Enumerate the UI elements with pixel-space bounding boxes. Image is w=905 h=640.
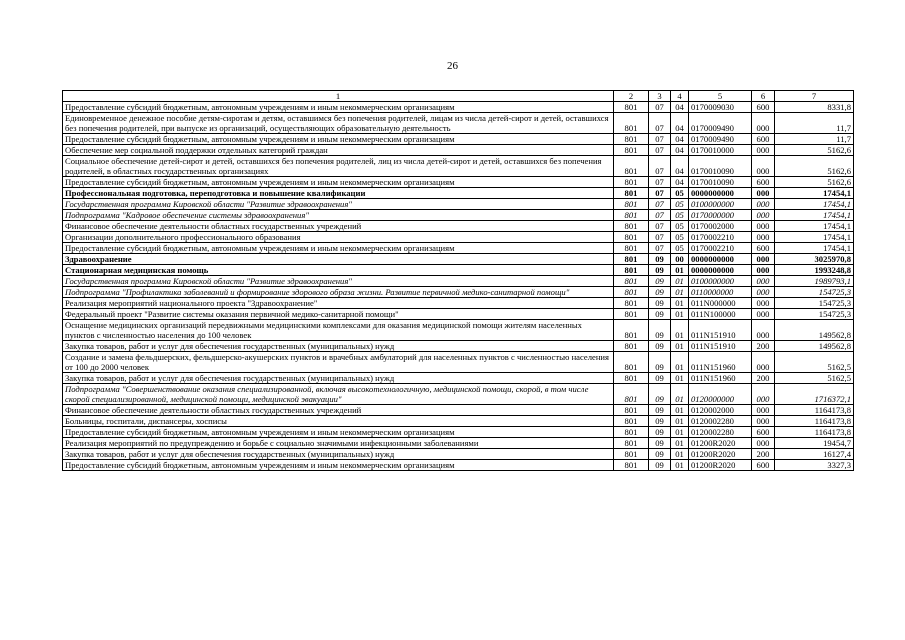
row-name-cell: Больницы, госпитали, диспансеры, хосписы — [63, 416, 614, 427]
row-expense-type-cell: 600 — [752, 460, 775, 471]
row-expense-type-cell: 600 — [752, 427, 775, 438]
row-expense-type-cell: 600 — [752, 102, 775, 113]
row-ministry-cell: 801 — [614, 276, 649, 287]
row-target-article-cell: 011N151960 — [689, 373, 752, 384]
row-section-cell: 07 — [649, 221, 671, 232]
row-section-cell: 07 — [649, 134, 671, 145]
row-target-article-cell: 011N151910 — [689, 341, 752, 352]
row-subsection-cell: 05 — [671, 232, 689, 243]
row-ministry-cell: 801 — [614, 210, 649, 221]
row-ministry-cell: 801 — [614, 177, 649, 188]
row-ministry-cell: 801 — [614, 352, 649, 373]
row-name-cell: Стационарная медицинская помощь — [63, 265, 614, 276]
row-amount-cell: 1164173,8 — [775, 405, 854, 416]
row-amount-cell: 17454,1 — [775, 199, 854, 210]
table-row — [63, 276, 854, 287]
table-row — [63, 102, 854, 113]
row-amount-cell: 1164173,8 — [775, 427, 854, 438]
table-row — [63, 265, 854, 276]
table-row — [63, 134, 854, 145]
row-amount-cell: 154725,3 — [775, 298, 854, 309]
row-target-article-cell: 01200R2020 — [689, 460, 752, 471]
row-ministry-cell: 801 — [614, 243, 649, 254]
row-expense-type-cell: 600 — [752, 243, 775, 254]
row-name-cell: Финансовое обеспечение деятельности областных государственных учреждений — [63, 405, 614, 416]
row-section-cell: 07 — [649, 243, 671, 254]
header-cell: 6 — [752, 91, 775, 102]
row-name-cell: Подпрограмма "Совершенствование оказания специализированной, включая высокотехнологичную, медицинской помощи, скорой, в том числе скорой специализированной, медицинской помощи, медицинской эвакуации" — [63, 384, 614, 405]
header-cell: 4 — [671, 91, 689, 102]
row-amount-cell: 154725,3 — [775, 287, 854, 298]
row-ministry-cell: 801 — [614, 221, 649, 232]
row-section-cell: 09 — [649, 352, 671, 373]
table-row — [63, 373, 854, 384]
row-name-cell: Предоставление субсидий бюджетным, автономным учреждениям и иным некоммерческим организациям — [63, 177, 614, 188]
table-row — [63, 320, 854, 341]
row-expense-type-cell: 000 — [752, 113, 775, 134]
row-ministry-cell: 801 — [614, 145, 649, 156]
row-amount-cell: 17454,1 — [775, 221, 854, 232]
row-name-cell: Реализация мероприятий национального проекта "Здравоохранение" — [63, 298, 614, 309]
row-subsection-cell: 04 — [671, 156, 689, 177]
row-expense-type-cell: 000 — [752, 188, 775, 199]
row-amount-cell: 19454,7 — [775, 438, 854, 449]
row-amount-cell: 5162,6 — [775, 177, 854, 188]
row-subsection-cell: 04 — [671, 145, 689, 156]
row-target-article-cell: 01200R2020 — [689, 438, 752, 449]
row-target-article-cell: 0000000000 — [689, 254, 752, 265]
row-ministry-cell: 801 — [614, 232, 649, 243]
row-section-cell: 07 — [649, 177, 671, 188]
row-section-cell: 09 — [649, 384, 671, 405]
table-row — [63, 309, 854, 320]
row-expense-type-cell: 000 — [752, 298, 775, 309]
row-ministry-cell: 801 — [614, 134, 649, 145]
table-row — [63, 298, 854, 309]
row-name-cell: Закупка товаров, работ и услуг для обеспечения государственных (муниципальных) нужд — [63, 373, 614, 384]
row-name-cell: Профессиональная подготовка, переподготовка и повышение квалификации — [63, 188, 614, 199]
row-section-cell: 09 — [649, 265, 671, 276]
row-expense-type-cell: 200 — [752, 449, 775, 460]
row-target-article-cell: 0170009490 — [689, 134, 752, 145]
row-target-article-cell: 011N151960 — [689, 352, 752, 373]
header-cell: 2 — [614, 91, 649, 102]
row-name-cell: Социальное обеспечение детей-сирот и детей, оставшихся без попечения родителей, лиц из числа детей-сирот и детей, оставшихся без попечения родителей, в областных государственных организациях — [63, 156, 614, 177]
row-name-cell: Предоставление субсидий бюджетным, автономным учреждениям и иным некоммерческим организациям — [63, 243, 614, 254]
table-row — [63, 254, 854, 265]
row-target-article-cell: 011N000000 — [689, 298, 752, 309]
row-expense-type-cell: 000 — [752, 352, 775, 373]
row-expense-type-cell: 000 — [752, 254, 775, 265]
row-expense-type-cell: 000 — [752, 438, 775, 449]
row-expense-type-cell: 000 — [752, 287, 775, 298]
row-amount-cell: 149562,8 — [775, 341, 854, 352]
row-ministry-cell: 801 — [614, 373, 649, 384]
row-expense-type-cell: 000 — [752, 210, 775, 221]
row-subsection-cell: 05 — [671, 243, 689, 254]
row-expense-type-cell: 200 — [752, 341, 775, 352]
row-subsection-cell: 05 — [671, 199, 689, 210]
row-name-cell: Организации дополнительного профессионального образования — [63, 232, 614, 243]
header-cell: 3 — [649, 91, 671, 102]
row-ministry-cell: 801 — [614, 309, 649, 320]
row-ministry-cell: 801 — [614, 405, 649, 416]
row-expense-type-cell: 000 — [752, 276, 775, 287]
row-subsection-cell: 00 — [671, 254, 689, 265]
row-amount-cell: 5162,6 — [775, 145, 854, 156]
row-section-cell: 09 — [649, 373, 671, 384]
row-ministry-cell: 801 — [614, 449, 649, 460]
table-row — [63, 232, 854, 243]
row-subsection-cell: 01 — [671, 352, 689, 373]
row-subsection-cell: 05 — [671, 221, 689, 232]
row-name-cell: Предоставление субсидий бюджетным, автономным учреждениям и иным некоммерческим организациям — [63, 460, 614, 471]
row-target-article-cell: 0170000000 — [689, 210, 752, 221]
table-row — [63, 460, 854, 471]
row-name-cell: Государственная программа Кировской области "Развитие здравоохранения" — [63, 199, 614, 210]
table-row — [63, 243, 854, 254]
row-section-cell: 07 — [649, 210, 671, 221]
row-subsection-cell: 04 — [671, 177, 689, 188]
row-section-cell: 07 — [649, 232, 671, 243]
row-subsection-cell: 05 — [671, 188, 689, 199]
row-expense-type-cell: 000 — [752, 405, 775, 416]
row-target-article-cell: 011N100000 — [689, 309, 752, 320]
budget-table — [62, 90, 854, 471]
row-ministry-cell: 801 — [614, 265, 649, 276]
row-target-article-cell: 0170010090 — [689, 156, 752, 177]
table-row — [63, 341, 854, 352]
table-row — [63, 221, 854, 232]
row-name-cell: Закупка товаров, работ и услуг для обеспечения государственных (муниципальных) нужд — [63, 449, 614, 460]
row-ministry-cell: 801 — [614, 298, 649, 309]
row-target-article-cell: 0170002000 — [689, 221, 752, 232]
row-expense-type-cell: 000 — [752, 265, 775, 276]
table-row — [63, 287, 854, 298]
table-row — [63, 156, 854, 177]
row-target-article-cell: 0170010000 — [689, 145, 752, 156]
row-target-article-cell: 011N151910 — [689, 320, 752, 341]
row-amount-cell: 8331,8 — [775, 102, 854, 113]
row-expense-type-cell: 200 — [752, 373, 775, 384]
row-section-cell: 09 — [649, 309, 671, 320]
row-target-article-cell: 0100000000 — [689, 199, 752, 210]
row-subsection-cell: 01 — [671, 320, 689, 341]
row-subsection-cell: 01 — [671, 341, 689, 352]
row-target-article-cell: 0170010090 — [689, 177, 752, 188]
row-expense-type-cell: 600 — [752, 177, 775, 188]
row-amount-cell: 1993248,8 — [775, 265, 854, 276]
row-target-article-cell: 0170002210 — [689, 243, 752, 254]
row-expense-type-cell: 600 — [752, 134, 775, 145]
row-name-cell: Здравоохранение — [63, 254, 614, 265]
header-cell: 1 — [63, 91, 614, 102]
row-section-cell: 07 — [649, 145, 671, 156]
row-name-cell: Финансовое обеспечение деятельности областных государственных учреждений — [63, 221, 614, 232]
row-expense-type-cell: 000 — [752, 309, 775, 320]
table-header-row — [63, 91, 854, 102]
row-subsection-cell: 01 — [671, 373, 689, 384]
table-row — [63, 188, 854, 199]
row-ministry-cell: 801 — [614, 188, 649, 199]
row-name-cell: Подпрограмма "Кадровое обеспечение системы здравоохранения" — [63, 210, 614, 221]
row-name-cell: Федеральный проект "Развитие системы оказания первичной медико-санитарной помощи" — [63, 309, 614, 320]
row-section-cell: 09 — [649, 341, 671, 352]
row-expense-type-cell: 000 — [752, 221, 775, 232]
row-amount-cell: 17454,1 — [775, 232, 854, 243]
row-amount-cell: 1989793,1 — [775, 276, 854, 287]
table-row — [63, 177, 854, 188]
row-subsection-cell: 01 — [671, 276, 689, 287]
row-name-cell: Предоставление субсидий бюджетным, автономным учреждениям и иным некоммерческим организациям — [63, 102, 614, 113]
row-ministry-cell: 801 — [614, 341, 649, 352]
row-amount-cell: 5162,5 — [775, 373, 854, 384]
row-subsection-cell: 01 — [671, 416, 689, 427]
row-name-cell: Оснащение медицинских организаций передвижными медицинскими комплексами для оказания медицинской помощи жителям населенных пунктов с численностью населения до 100 человек — [63, 320, 614, 341]
row-name-cell: Создание и замена фельдшерских, фельдшерско-акушерских пунктов и врачебных амбулаторий для населенных пунктов с численностью населения от 100 до 2000 человек — [63, 352, 614, 373]
row-target-article-cell: 0120002280 — [689, 416, 752, 427]
row-subsection-cell: 05 — [671, 210, 689, 221]
row-name-cell: Предоставление субсидий бюджетным, автономным учреждениям и иным некоммерческим организациям — [63, 427, 614, 438]
row-section-cell: 07 — [649, 199, 671, 210]
row-section-cell: 09 — [649, 298, 671, 309]
row-section-cell: 09 — [649, 427, 671, 438]
row-target-article-cell: 0120002000 — [689, 405, 752, 416]
row-ministry-cell: 801 — [614, 156, 649, 177]
row-target-article-cell: 0170009490 — [689, 113, 752, 134]
table-row — [63, 384, 854, 405]
row-name-cell: Обеспечение мер социальной поддержки отдельных категорий граждан — [63, 145, 614, 156]
row-section-cell: 09 — [649, 405, 671, 416]
row-subsection-cell: 01 — [671, 449, 689, 460]
row-section-cell: 07 — [649, 113, 671, 134]
row-amount-cell: 149562,8 — [775, 320, 854, 341]
row-name-cell: Реализация мероприятий по предупреждению и борьбе с социально значимыми инфекционными заболеваниями — [63, 438, 614, 449]
row-ministry-cell: 801 — [614, 102, 649, 113]
row-ministry-cell: 801 — [614, 254, 649, 265]
table-row — [63, 210, 854, 221]
row-expense-type-cell: 000 — [752, 232, 775, 243]
row-target-article-cell: 0000000000 — [689, 265, 752, 276]
page-number: 26 — [447, 60, 458, 72]
row-subsection-cell: 01 — [671, 427, 689, 438]
row-subsection-cell: 01 — [671, 460, 689, 471]
table-row — [63, 438, 854, 449]
row-subsection-cell: 01 — [671, 438, 689, 449]
row-target-article-cell: 0170009030 — [689, 102, 752, 113]
table-row — [63, 145, 854, 156]
row-ministry-cell: 801 — [614, 438, 649, 449]
row-expense-type-cell: 000 — [752, 156, 775, 177]
header-cell: 7 — [775, 91, 854, 102]
row-section-cell: 09 — [649, 254, 671, 265]
row-subsection-cell: 04 — [671, 134, 689, 145]
row-section-cell: 07 — [649, 188, 671, 199]
row-section-cell: 09 — [649, 460, 671, 471]
row-section-cell: 09 — [649, 287, 671, 298]
row-section-cell: 09 — [649, 438, 671, 449]
row-name-cell: Подпрограмма "Профилактика заболеваний и формирование здорового образа жизни. Развитие первичной медико-санитарной помощи" — [63, 287, 614, 298]
row-amount-cell: 5162,5 — [775, 352, 854, 373]
table-row — [63, 113, 854, 134]
row-amount-cell: 11,7 — [775, 134, 854, 145]
row-expense-type-cell: 000 — [752, 384, 775, 405]
row-ministry-cell: 801 — [614, 427, 649, 438]
row-target-article-cell: 0110000000 — [689, 287, 752, 298]
row-subsection-cell: 01 — [671, 298, 689, 309]
row-subsection-cell: 01 — [671, 287, 689, 298]
row-target-article-cell: 0100000000 — [689, 276, 752, 287]
row-amount-cell: 3025970,8 — [775, 254, 854, 265]
row-subsection-cell: 01 — [671, 309, 689, 320]
row-section-cell: 07 — [649, 156, 671, 177]
row-ministry-cell: 801 — [614, 199, 649, 210]
row-expense-type-cell: 000 — [752, 320, 775, 341]
table-row — [63, 427, 854, 438]
row-amount-cell: 1164173,8 — [775, 416, 854, 427]
table-row — [63, 352, 854, 373]
table-row — [63, 449, 854, 460]
row-subsection-cell: 01 — [671, 405, 689, 416]
row-expense-type-cell: 000 — [752, 416, 775, 427]
row-section-cell: 09 — [649, 449, 671, 460]
row-amount-cell: 11,7 — [775, 113, 854, 134]
row-subsection-cell: 04 — [671, 113, 689, 134]
row-amount-cell: 1716372,1 — [775, 384, 854, 405]
row-name-cell: Единовременное денежное пособие детям-сиротам и детям, оставшимся без попечения родителей, лицам из числа детей-сирот и детей, оставшихся без попечения родителей, при выпуске из организаций, осуществляющих образовательную деятельность — [63, 113, 614, 134]
row-amount-cell: 17454,1 — [775, 243, 854, 254]
table-row — [63, 405, 854, 416]
row-subsection-cell: 01 — [671, 265, 689, 276]
row-name-cell: Закупка товаров, работ и услуг для обеспечения государственных (муниципальных) нужд — [63, 341, 614, 352]
row-target-article-cell: 0170002210 — [689, 232, 752, 243]
row-section-cell: 09 — [649, 320, 671, 341]
table-row — [63, 416, 854, 427]
row-amount-cell: 17454,1 — [775, 210, 854, 221]
row-ministry-cell: 801 — [614, 460, 649, 471]
row-name-cell: Государственная программа Кировской области "Развитие здравоохранения" — [63, 276, 614, 287]
row-subsection-cell: 01 — [671, 384, 689, 405]
row-amount-cell: 16127,4 — [775, 449, 854, 460]
row-amount-cell: 154725,3 — [775, 309, 854, 320]
row-amount-cell: 3327,3 — [775, 460, 854, 471]
row-target-article-cell: 0000000000 — [689, 188, 752, 199]
row-ministry-cell: 801 — [614, 384, 649, 405]
row-target-article-cell: 0120002280 — [689, 427, 752, 438]
row-expense-type-cell: 000 — [752, 199, 775, 210]
row-amount-cell: 5162,6 — [775, 156, 854, 177]
table-row — [63, 199, 854, 210]
row-section-cell: 07 — [649, 102, 671, 113]
row-target-article-cell: 0120000000 — [689, 384, 752, 405]
row-subsection-cell: 04 — [671, 102, 689, 113]
row-ministry-cell: 801 — [614, 287, 649, 298]
row-section-cell: 09 — [649, 416, 671, 427]
row-ministry-cell: 801 — [614, 113, 649, 134]
row-target-article-cell: 01200R2020 — [689, 449, 752, 460]
row-name-cell: Предоставление субсидий бюджетным, автономным учреждениям и иным некоммерческим организациям — [63, 134, 614, 145]
row-section-cell: 09 — [649, 276, 671, 287]
row-amount-cell: 17454,1 — [775, 188, 854, 199]
row-ministry-cell: 801 — [614, 416, 649, 427]
row-ministry-cell: 801 — [614, 320, 649, 341]
header-cell: 5 — [689, 91, 752, 102]
row-expense-type-cell: 000 — [752, 145, 775, 156]
